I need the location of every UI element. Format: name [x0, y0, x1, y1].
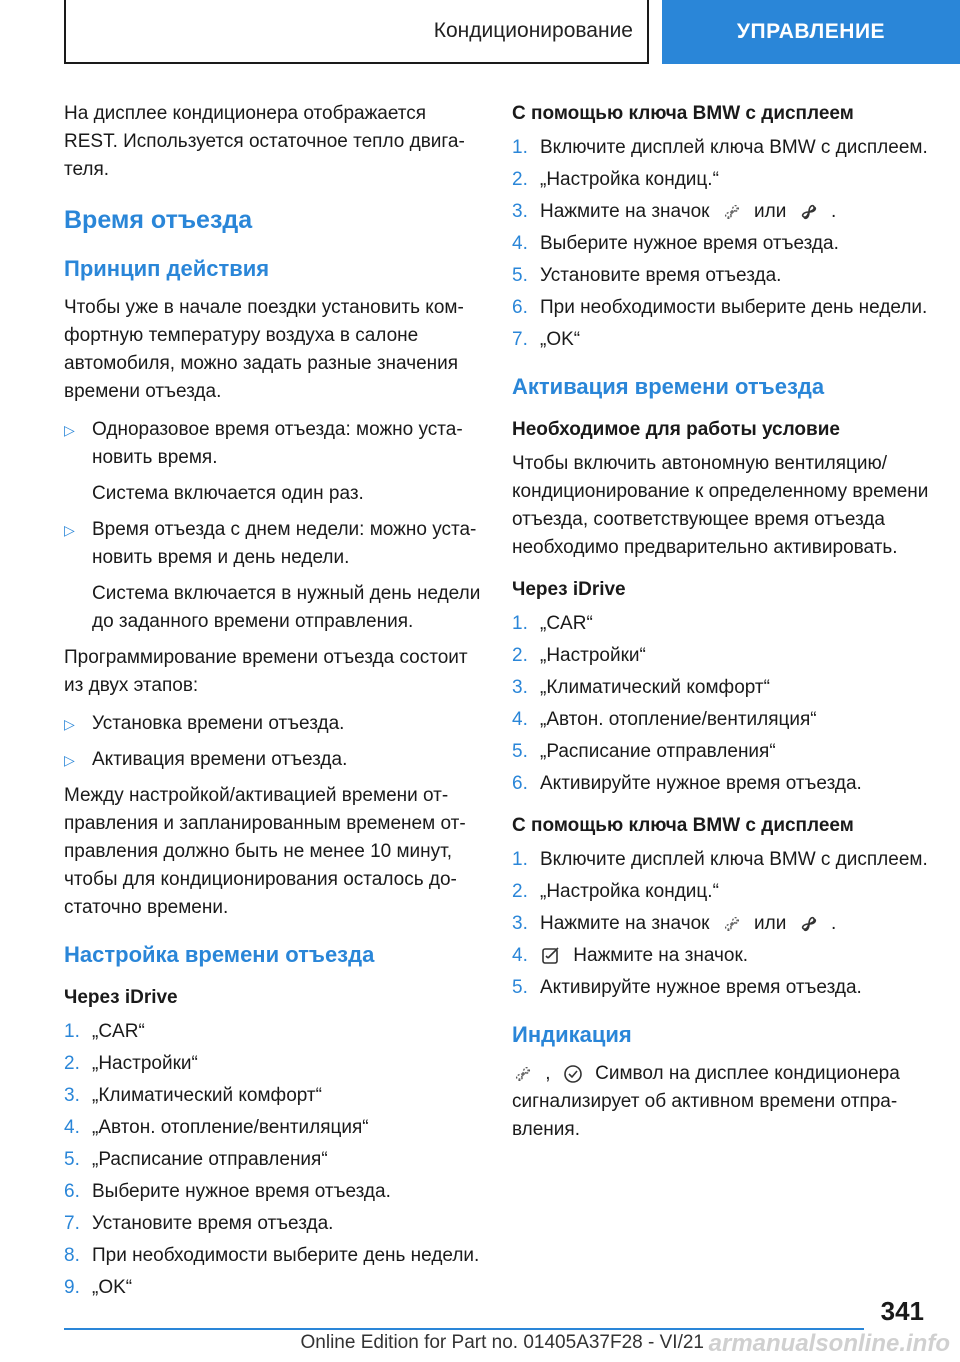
bullet-text: Установка времени отъезда.	[92, 713, 345, 734]
triangle-bullet-icon: ▷	[64, 752, 75, 768]
bullet-subtext: Система включается в нужный день недели до заданного времени отправления.	[92, 583, 481, 632]
list-item: 2. „Настройка кондиц.“	[512, 169, 719, 190]
key-steps-list	[512, 846, 932, 1002]
heading-departure-time: Время отъезда	[64, 206, 253, 234]
list-item: 6. Активируйте нужное время отъезда.	[512, 773, 862, 794]
list-item: 4. Выберите нужное время отъезда.	[512, 233, 839, 254]
list-item: 2. „Настройка кондиц.“	[512, 881, 719, 902]
intro-paragraph: На дисплее кондиционера отображается REST. Используется остаточное тепло двигателя.	[64, 103, 465, 180]
fan-icon	[512, 1063, 534, 1085]
indication-paragraph: , Символ на дисплее кондиционера сигнализирует об активном времени отправления.	[512, 1063, 900, 1140]
heading-via-idrive: Через iDrive	[512, 579, 626, 600]
header-chapter-tab	[662, 0, 960, 64]
list-item: 6. Выберите нужное время отъезда.	[64, 1181, 391, 1202]
page-number: 341	[880, 1296, 924, 1326]
chapter-title: УПРАВЛЕНИЕ	[736, 20, 886, 43]
bullet-item	[64, 746, 484, 774]
edition-info: Online Edition for Part no. 01405A37F28 - VI/21	[300, 1332, 704, 1353]
list-item: 5. Установите время отъезда.	[512, 265, 782, 286]
list-item: 3. „Климатический комфорт“	[512, 677, 770, 698]
list-item: 3. „Климатический комфорт“	[64, 1085, 322, 1106]
bullet-item	[64, 710, 484, 738]
heading-activation: Активация времени отъезда	[512, 374, 825, 399]
section-title: Кондиционирование	[433, 19, 633, 42]
list-item: 1. „CAR“	[64, 1021, 145, 1042]
triangle-bullet-icon: ▷	[64, 422, 75, 438]
list-item: 4. „Автон. отопление/вентиляция“	[64, 1117, 369, 1138]
left-column	[64, 100, 484, 1306]
fan-icon	[721, 201, 743, 223]
fan-icon	[721, 913, 743, 935]
idrive-steps-list	[64, 1018, 484, 1302]
idrive-steps-list	[512, 610, 932, 798]
heading-indication: Индикация	[512, 1022, 632, 1047]
triangle-bullet-icon: ▷	[64, 716, 75, 732]
bullet-subtext: Система включается один раз.	[92, 483, 364, 504]
list-item: 7. Установите время отъезда.	[64, 1213, 334, 1234]
header-section-title	[64, 0, 649, 64]
bullet-item	[64, 516, 484, 572]
heading-via-idrive: Через iDrive	[64, 987, 178, 1008]
clock-check-icon	[562, 1063, 584, 1085]
heading-bmw-key-display: С помощью ключа BMW с дисплеем	[512, 103, 854, 124]
bullet-item	[64, 416, 484, 472]
list-item: 4. Нажмите на значок.	[512, 945, 749, 966]
program-paragraph: Программирование времени отъезда состоит из двух этапов:	[64, 647, 468, 696]
list-item: 4. „Автон. отопление/вентиляция“	[512, 709, 817, 730]
fan-auto-icon	[798, 913, 820, 935]
list-item: 3. Нажмите на значок или .	[512, 913, 837, 934]
list-item: 9. „OK“	[64, 1277, 133, 1298]
list-item: 6. При необходимости выберите день недели.	[512, 297, 928, 318]
list-item: 5. „Расписание отправления“	[512, 741, 776, 762]
list-item: 2. „Настройки“	[64, 1053, 198, 1074]
bullet-text: Активация времени отъезда.	[92, 749, 348, 770]
list-item: 1. Включите дисплей ключа BMW с дисплеем.	[512, 849, 928, 870]
list-item: 2. „Настройки“	[512, 645, 646, 666]
heading-bmw-key-display: С помощью ключа BMW с дисплеем	[512, 815, 854, 836]
heading-condition: Необходимое для работы условие	[512, 419, 840, 440]
list-item: 1. Включите дисплей ключа BMW с дисплеем.	[512, 137, 928, 158]
triangle-bullet-icon: ▷	[64, 522, 75, 538]
list-item: 3. Нажмите на значок или .	[512, 201, 837, 222]
list-item: 7. „OK“	[512, 329, 581, 350]
list-item: 1. „CAR“	[512, 613, 593, 634]
watermark: armanualsonline.info	[708, 1330, 950, 1357]
principle-paragraph: Чтобы уже в начале поездки установить комфортную температуру воздуха в салоне автомобиля, можно задать разные значения времени отъезда.	[64, 297, 464, 402]
checkbox-edit-icon	[540, 945, 562, 967]
heading-principle: Принцип действия	[64, 256, 270, 281]
key-steps-list	[512, 134, 932, 354]
right-column	[512, 100, 932, 1154]
heading-setting-time: Настройка времени отъезда	[64, 942, 375, 967]
between-paragraph: Между настройкой/активацией времени отправления и запланированным временем отправления должно быть не менее 10 минут, чтобы для кондиционирования осталось достаточно времени.	[64, 785, 466, 918]
list-item: 8. При необходимости выберите день недели.	[64, 1245, 480, 1266]
fan-auto-icon	[798, 201, 820, 223]
list-item: 5. Активируйте нужное время отъезда.	[512, 977, 862, 998]
condition-paragraph: Чтобы включить автономную вентиляцию/ кондиционирование к определенному времени отъезда, соответствующее время отъезда необходимо предварительно активировать.	[512, 453, 929, 558]
bullet-text: Время отъезда с днем недели: можно установить время и день недели.	[92, 519, 477, 568]
list-item: 5. „Расписание отправления“	[64, 1149, 328, 1170]
bullet-text: Одноразовое время отъезда: можно установить время.	[92, 419, 463, 468]
